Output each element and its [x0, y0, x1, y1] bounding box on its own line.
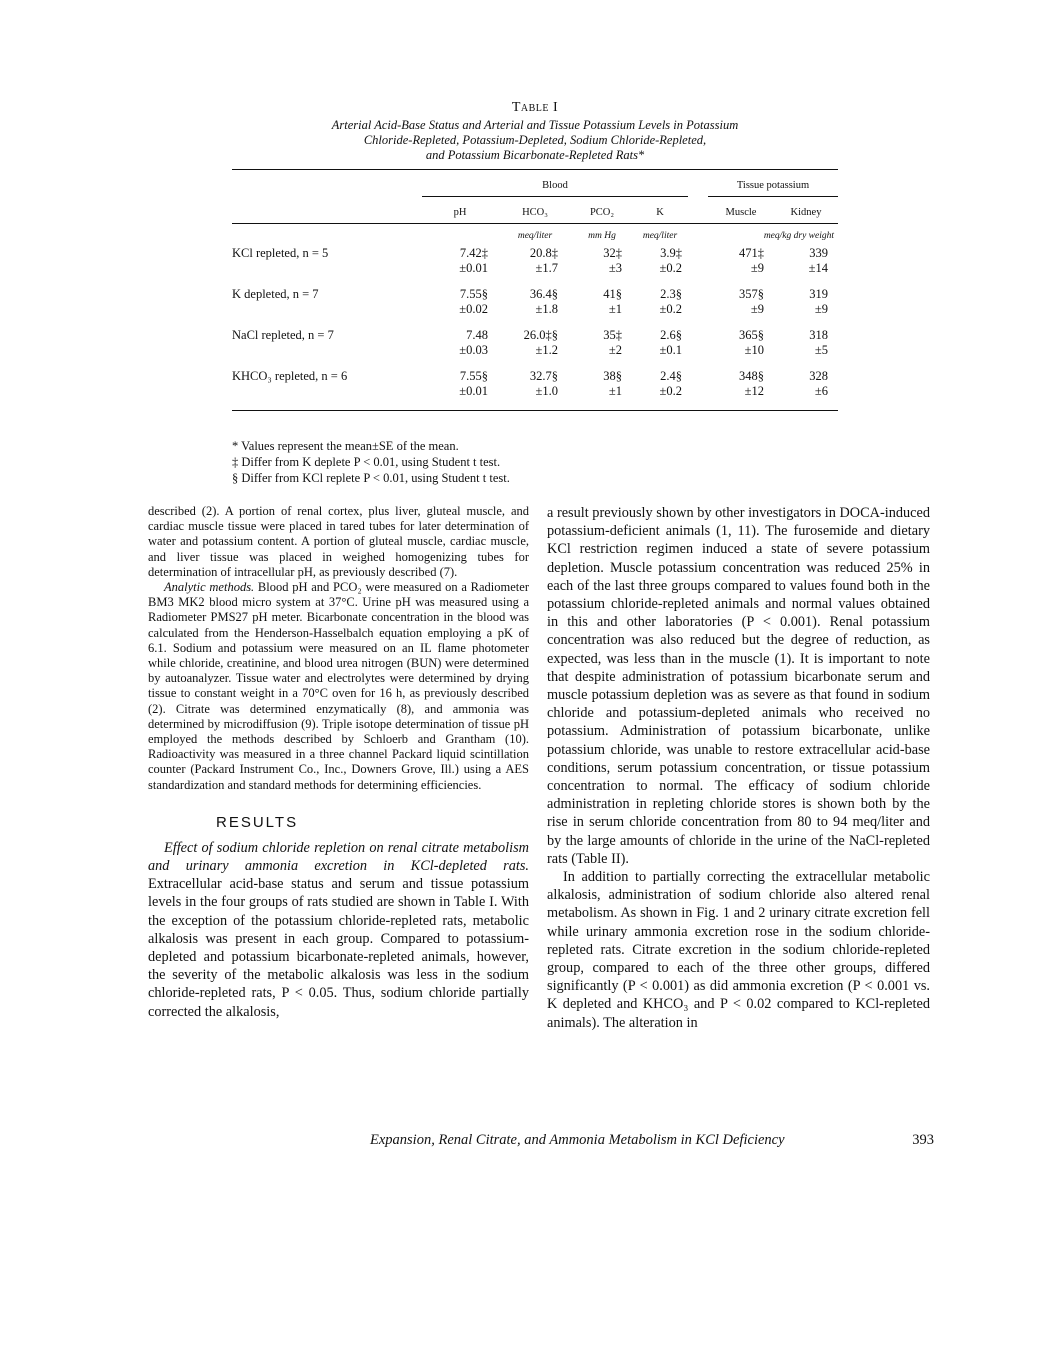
cell-pco2: 38§ [603, 369, 622, 383]
cell-k: 2.3§ [660, 287, 682, 301]
column-header-hco3: HCO₃ [498, 197, 572, 224]
table-row [232, 367, 838, 384]
row-label: K depleted, n = 7 [232, 287, 319, 301]
cell-kidney: 319 [809, 287, 828, 301]
cell-kidney-se: ±14 [808, 261, 828, 275]
table-row-se [232, 384, 838, 411]
caption-line: Chloride-Repleted, Potassium-Depleted, Sodium Chloride-Repleted, [363, 133, 707, 147]
running-title: Expansion, Renal Citrate, and Ammonia Metabolism in KCl Deficiency [370, 1132, 785, 1148]
footnote: ‡ Differ from K deplete P < 0.01, using Student t test. [232, 455, 501, 469]
cell-muscle-se: ±9 [750, 261, 764, 275]
cell-ph: 7.55§ [459, 369, 488, 383]
paragraph-title: Analytic methods. [164, 580, 255, 595]
cell-hco3: 20.8‡ [529, 246, 558, 260]
cell-pco2-se: ±3 [608, 261, 622, 275]
row-label: KHCO₃ repleted, n = 6 [232, 369, 348, 383]
cell-ph-se: ±0.02 [459, 302, 488, 316]
footnote: * Values represent the mean±SE of the mean. [232, 439, 459, 453]
paragraph: a result previously shown by other investigators in DOCA-induced potassium-deficient animals (1, 11). The furosemide and dietary KCl restriction regimen induced a state of severe potassium depletion. Muscle potassium concentration was reduced 25% in each of the last three groups compared to values found both in the potassium chloride-repleted animals and normal values obtained in this and other laboratories (P < 0.001). Renal potassium concentration was also reduced but the degree of reduction, as expected, was less than in the muscle (1). It is important to note that despite administration of potassium bicarbonate serum and muscle potassium depletion was as severe as that found in sodium chloride and potassium-depleted animals who received no potassium. Administration of potassium bicarbonate, unlike potassium chloride, was unable to restore extracellular acid-base conditions, serum potassium concentration, or tissue potassium concentration to normal. The efficacy of sodium chloride administration in repleting chloride stores is shown both by the rise in serum chloride concentration from 80 to 94 meq/liter and by the large amounts of chloride in the urine of the NaCl-repleted rats (Table II). [547, 505, 930, 867]
caption-line: and Potassium Bicarbonate-Repleted Rats* [425, 148, 645, 162]
page-number: 393 [912, 1132, 934, 1148]
units-k: meq/liter [642, 231, 678, 241]
column-header-pco2: PCO₂ [572, 197, 632, 224]
cell-muscle-se: ±9 [750, 302, 764, 316]
paragraph-text: Extracellular acid-base status and serum and tissue potassium levels in the four groups of rats studied are shown in Table I. With the exception of the potassium chloride-repleted rats, metabolic alkalosis was present in each group. Compared to potassium-depleted and potassium bicarbonate-repleted animals, however, the severity of the metabolic alkalosis was less in the sodium chloride-repleted rats, P < 0.05. Thus, sodium chloride partially corrected the alkalosis, [148, 876, 529, 1020]
row-label: NaCl repleted, n = 7 [232, 328, 334, 342]
running-footer [370, 1132, 934, 1149]
group-header-blood: Blood [422, 170, 688, 197]
table-caption [255, 118, 815, 163]
cell-k: 2.6§ [660, 328, 682, 342]
cell-hco3-se: ±1.2 [535, 343, 558, 357]
paragraph [148, 580, 529, 793]
units-hco3: meq/liter [517, 231, 553, 241]
cell-muscle: 471‡ [739, 246, 764, 260]
cell-muscle: 357§ [739, 287, 764, 301]
column-header-ph: pH [422, 197, 498, 224]
data-table [232, 169, 838, 411]
cell-ph-se: ±0.03 [459, 343, 488, 357]
cell-k-se: ±0.1 [659, 343, 682, 357]
cell-k: 3.9‡ [660, 246, 682, 260]
column-header-muscle: Muscle [708, 197, 774, 224]
cell-pco2-se: ±1 [608, 302, 622, 316]
cell-kidney: 339 [809, 246, 828, 260]
cell-ph: 7.48 [466, 328, 488, 342]
table-row [232, 244, 838, 261]
cell-hco3: 32.7§ [529, 369, 558, 383]
cell-ph: 7.55§ [459, 287, 488, 301]
paragraph: In addition to partially correcting the extracellular metabolic alkalosis, administration of sodium chloride also altered renal metabolism. As shown in Fig. 1 and 2 urinary citrate excretion fell while urinary ammonia excretion rose in the sodium chloride-repleted rats. Citrate excretion in the sodium chloride-repleted group, compared to each of the three other groups, differed significantly (P < 0.001) as did ammonia excretion (P < 0.001 vs. K depleted and KHCO₃ and P < 0.02 compared to KCl-repleted animals). The alteration in [547, 869, 930, 1031]
table-row [232, 285, 838, 302]
left-column [148, 504, 529, 1021]
table-row-se [232, 261, 838, 285]
paragraph [148, 839, 529, 1021]
table-1 [232, 100, 838, 411]
table-label: Table I [511, 100, 559, 115]
paragraph: described (2). A portion of renal cortex, plus liver, gluteal muscle, and cardiac muscle tissue were placed in tared tubes for later determination of water and potassium content. A portion of gluteal muscle, cardiac muscle, and liver tissue was placed in weighed homogenizing tubes for determination of intracellular pH, as previously described (7). [148, 504, 529, 579]
units-pco2: mm Hg [588, 231, 616, 241]
paragraph-text: Blood pH and PCO₂ were measured on a Radiometer BM3 MK2 blood micro system at 37°C. Urine pH was measured using a Radiometer PMS27 pH meter. Bicarbonate concentration in the blood was calculated from the Henderson-Hasselbalch equation employing a pK of 6.1. Sodium and potassium were measured on an IL flame photometer while chloride, creatinine, and blood urea nitrogen (BUN) were determined by autoanalyzer. Tissue water and electrolytes were determined by drying tissue to constant weight in a 70°C oven for 16 h, as previously described (2). Citrate was determined enzymatically (8), and ammonia was determined by microdiffusion (9). Triple isotope determination of tissue pH employed the methods described by Schloerb and Grantham (10). Radioactivity was measured in a three channel Packard liquid scintillation counter (Packard Instrument Co., Inc., Downers Grove, Ill.) using a AES standardization and standard methods for determining efficiencies. [148, 580, 529, 792]
column-header-kidney: Kidney [774, 197, 838, 224]
paragraph-title: Effect of sodium chloride repletion on renal citrate metabolism and urinary ammonia excretion in KCl-depleted rats. [148, 839, 529, 875]
cell-hco3: 26.0‡§ [523, 328, 558, 342]
cell-hco3-se: ±1.7 [535, 261, 558, 275]
cell-k-se: ±0.2 [632, 384, 688, 411]
table-row-se [232, 302, 838, 326]
cell-hco3: 36.4§ [529, 287, 558, 301]
section-heading: RESULTS [216, 813, 299, 831]
cell-pco2-se: ±1 [572, 384, 632, 411]
cell-kidney: 318 [809, 328, 828, 342]
cell-k: 2.4§ [660, 369, 682, 383]
column-header-k: K [632, 197, 688, 224]
units-tissue: meq/kg dry weight [763, 231, 834, 241]
cell-kidney-se: ±9 [814, 302, 828, 316]
group-header-tissue: Tissue potassium [708, 170, 838, 197]
cell-pco2: 35‡ [603, 328, 622, 342]
table-row-se [232, 343, 838, 367]
cell-k-se: ±0.2 [659, 261, 682, 275]
cell-muscle: 365§ [739, 328, 764, 342]
cell-pco2-se: ±2 [608, 343, 622, 357]
cell-ph-se: ±0.01 [422, 384, 498, 411]
cell-hco3-se: ±1.0 [498, 384, 572, 411]
cell-kidney-se: ±6 [774, 384, 838, 411]
cell-muscle-se: ±10 [744, 343, 764, 357]
cell-muscle: 348§ [739, 369, 764, 383]
cell-kidney: 328 [809, 369, 828, 383]
table-row [232, 326, 838, 343]
cell-kidney-se: ±5 [814, 343, 828, 357]
cell-pco2: 41§ [603, 287, 622, 301]
cell-muscle-se: ±12 [708, 384, 774, 411]
row-label: KCl repleted, n = 5 [232, 246, 329, 260]
footnote: § Differ from KCl replete P < 0.01, using Student t test. [232, 471, 510, 485]
table-footnotes [232, 438, 510, 486]
cell-pco2: 32‡ [603, 246, 622, 260]
cell-ph-se: ±0.01 [459, 261, 488, 275]
caption-line: Arterial Acid-Base Status and Arterial and Tissue Potassium Levels in Potassium [331, 118, 739, 132]
cell-k-se: ±0.2 [659, 302, 682, 316]
cell-hco3-se: ±1.8 [535, 302, 558, 316]
cell-ph: 7.42‡ [459, 246, 488, 260]
right-column [547, 504, 930, 1032]
